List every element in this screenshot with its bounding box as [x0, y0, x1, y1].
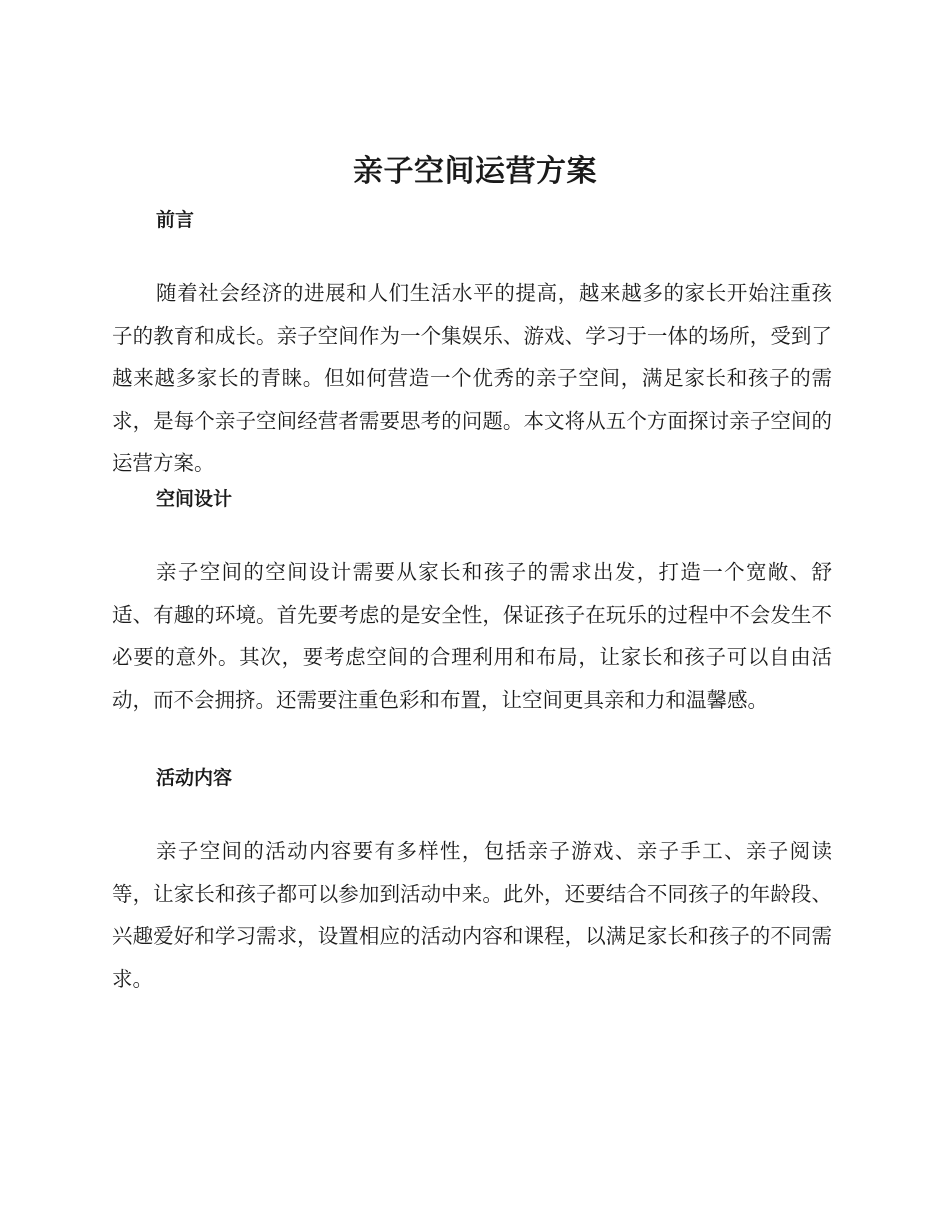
- document-title: 亲子空间运营方案: [353, 154, 597, 189]
- section-paragraph: 亲子空间的活动内容要有多样性，包括亲子游戏、亲子手工、亲子阅读等，让家长和孩子都可以参加到活动中来。此外，还要结合不同孩子的年龄段、兴趣爱好和学习需求，设置相应的活动内容和课程，以满足家长和孩子的不同需求。: [112, 839, 832, 991]
- section-heading: 活动内容: [156, 767, 233, 789]
- section-activity-content: [112, 763, 832, 1000]
- section-space-design: [112, 484, 832, 721]
- section-paragraph: 随着社会经济的进展和人们生活水平的提高，越来越多的家长开始注重孩子的教育和成长。亲子空间作为一个集娱乐、游戏、学习于一体的场所，受到了越来越多家长的青睐。但如何营造一个优秀的亲子空间，满足家长和孩子的需求，是每个亲子空间经营者需要思考的问题。本文将从五个方面探讨亲子空间的运营方案。: [112, 281, 832, 475]
- section-paragraph: 亲子空间的空间设计需要从家长和孩子的需求出发，打造一个宽敞、舒适、有趣的环境。首先要考虑的是安全性，保证孩子在玩乐的过程中不会发生不必要的意外。其次，要考虑空间的合理利用和布局，让家长和孩子可以自由活动，而不会拥挤。还需要注重色彩和布置，让空间更具亲和力和温馨感。: [112, 560, 832, 712]
- section-heading: 前言: [156, 209, 195, 231]
- section-heading: 空间设计: [156, 488, 233, 510]
- section-preface: [112, 205, 832, 485]
